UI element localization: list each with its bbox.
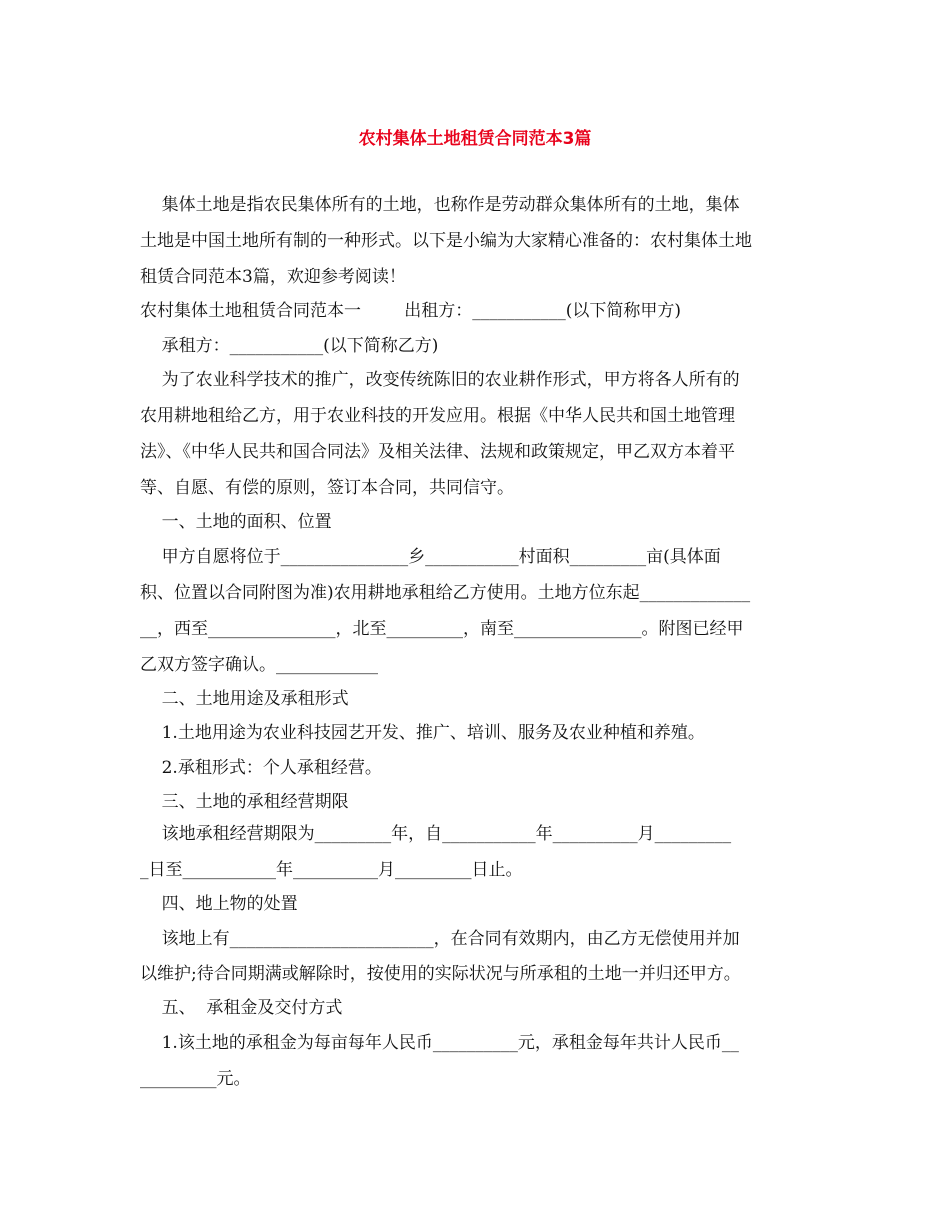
text-line: 农村集体土地租赁合同范本一 出租方：___________(以下简称甲方) xyxy=(140,301,681,321)
text-line: 积、位置以合同附图为准)农用耕地承租给乙方使用。土地方位东起_____________ xyxy=(140,583,751,603)
text-line: 甲方自愿将位于_______________乡___________村面积_________亩(具体面 xyxy=(140,547,721,567)
text-line: _________元。 xyxy=(140,1069,251,1089)
text-line: 集体土地是指农民集体所有的土地，也称作是劳动群众集体所有的土地，集体 xyxy=(140,195,740,215)
text-line: 土地是中国土地所有制的一种形式。以下是小编为大家精心准备的：农村集体土地 xyxy=(140,231,752,251)
text-line: _日至___________年__________月_________日止。 xyxy=(140,860,523,880)
text-line: 等、自愿、有偿的原则，签订本合同，共同信守。 xyxy=(140,478,514,498)
section-heading: 三、土地的承租经营期限 xyxy=(140,792,349,812)
section-heading: 一、土地的面积、位置 xyxy=(140,512,332,532)
text-line: 乙双方签字确认。____________ xyxy=(140,655,378,675)
text-line: 法》、《中华人民共和国合同法》及相关法律、法规和政策规定，甲乙双方本着平 xyxy=(140,442,735,462)
text-line: 农用耕地租给乙方，用于农业科技的开发应用。根据《中华人民共和国土地管理 xyxy=(140,406,735,426)
text-line: 为了农业科学技术的推广，改变传统陈旧的农业耕作形式，甲方将各人所有的 xyxy=(140,370,740,390)
text-line: 承租方：___________(以下简称乙方) xyxy=(140,336,439,356)
text-line: 以维护;待合同期满或解除时，按使用的实际状况与所承租的土地一并归还甲方。 xyxy=(140,964,741,984)
document-title: 农村集体土地租赁合同范本3篇 xyxy=(358,129,592,149)
text-line: 2.承租形式：个人承租经营。 xyxy=(140,758,382,778)
section-heading: 四、地上物的处置 xyxy=(140,894,298,914)
text-line: 该地承租经营期限为_________年，自___________年__________月_________ xyxy=(140,824,732,844)
text-line: __，西至_______________，北至_________，南至_______________。附图已经甲 xyxy=(140,619,744,639)
text-line: 该地上有________________________，在合同有效期内，由乙方无偿使用并加 xyxy=(140,929,740,949)
section-heading: 五、 承租金及交付方式 xyxy=(140,998,343,1018)
text-line: 租赁合同范本3篇，欢迎参考阅读！ xyxy=(140,267,406,287)
text-line: 1.该土地的承租金为每亩每年人民币__________元，承租金每年共计人民币__ xyxy=(140,1033,739,1053)
text-line: 1.土地用途为农业科技园艺开发、推广、培训、服务及农业种植和养殖。 xyxy=(140,723,705,743)
section-heading: 二、土地用途及承租形式 xyxy=(140,689,349,709)
